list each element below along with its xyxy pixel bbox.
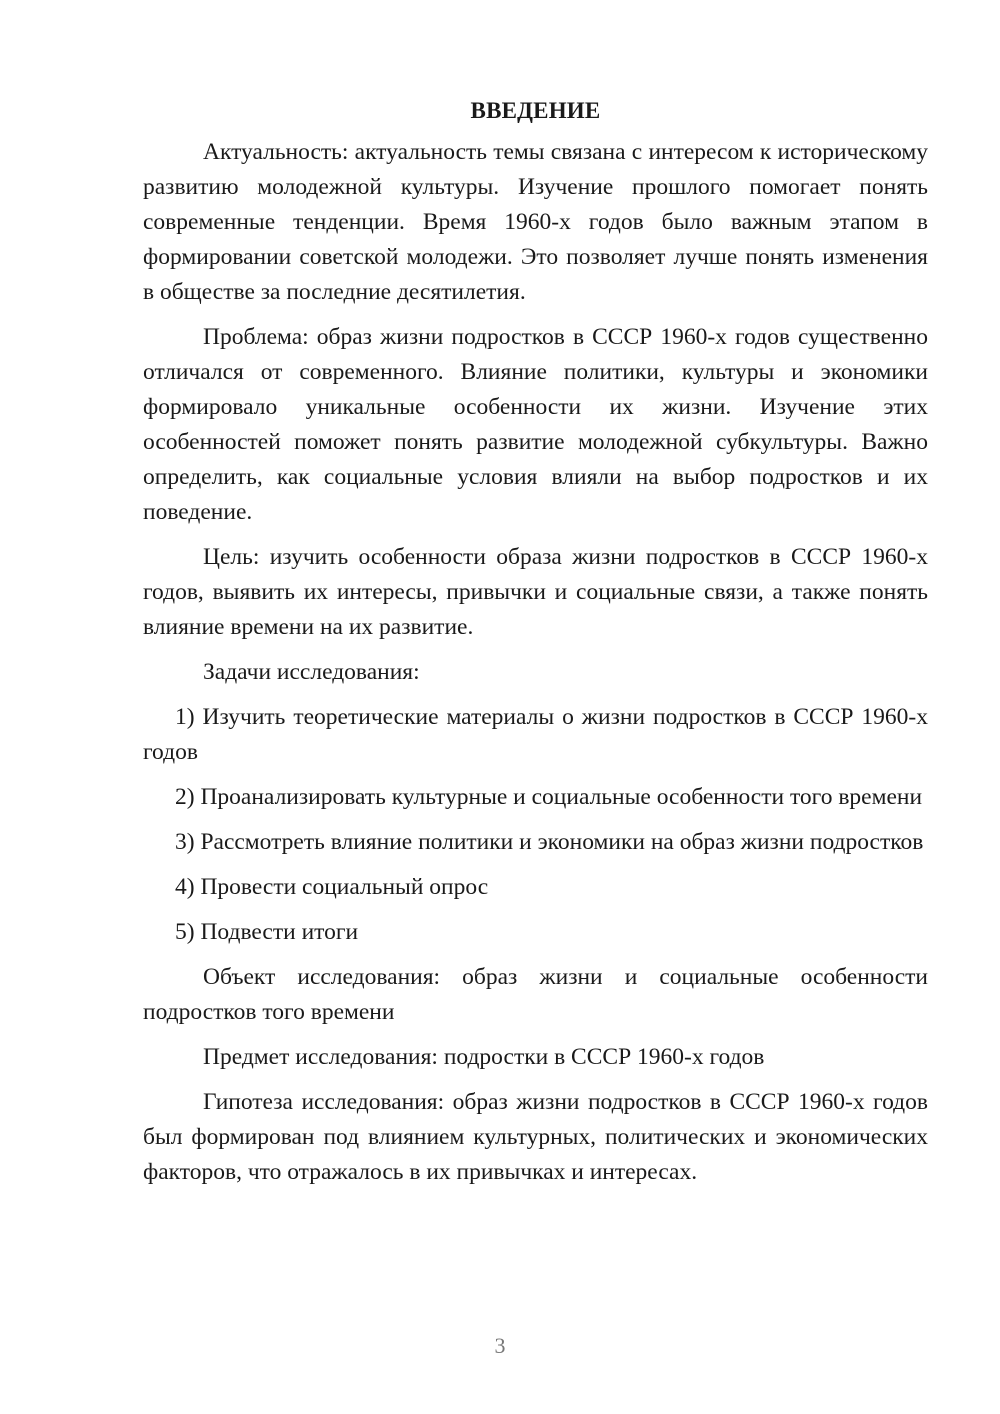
task-item-1: 1) Изучить теоретические материалы о жизни подростков в СССР 1960-х годов (143, 704, 928, 765)
goal-paragraph: Цель: изучить особенности образа жизни подростков в СССР 1960-х годов, выявить их интересы, привычки и социальные связи, а также понять влияние времени на их развитие. (143, 544, 928, 640)
task-item-5: 5) Подвести итоги (175, 919, 359, 945)
subject-paragraph: Предмет исследования: подростки в СССР 1960-х годов (203, 1044, 765, 1070)
problem-paragraph: Проблема: образ жизни подростков в СССР 1960-х годов существенно отличался от современного. Влияние политики, культуры и экономики формировало уникальные особенности их жизни. Изучение этих особенностей поможет понять развитие молодежной субкультуры. Важно определить, как социальные условия влияли на выбор подростков и их поведение. (143, 324, 928, 525)
task-item-4: 4) Провести социальный опрос (175, 874, 489, 900)
page-content (143, 95, 928, 1200)
section-heading: ВВЕДЕНИЕ (470, 98, 601, 123)
task-item-3: 3) Рассмотреть влияние политики и экономики на образ жизни подростков (175, 829, 924, 855)
page-number: 3 (494, 1333, 506, 1358)
tasks-title: Задачи исследования: (203, 659, 420, 685)
object-paragraph: Объект исследования: образ жизни и социальные особенности подростков того времени (143, 964, 928, 1025)
relevance-paragraph: Актуальность: актуальность темы связана с интересом к историческому развитию молодежной культуры. Изучение прошлого помогает понять современные тенденции. Время 1960-х годов было важным этапом в формировании советской молодежи. Это позволяет лучше понять изменения в обществе за последние десятилетия. (143, 139, 928, 305)
hypothesis-paragraph: Гипотеза исследования: образ жизни подростков в СССР 1960-х годов был формирован под влиянием культурных, политических и экономических факторов, что отражалось в их привычках и интересах. (143, 1089, 928, 1185)
task-item-2: 2) Проанализировать культурные и социальные особенности того времени (175, 784, 923, 810)
